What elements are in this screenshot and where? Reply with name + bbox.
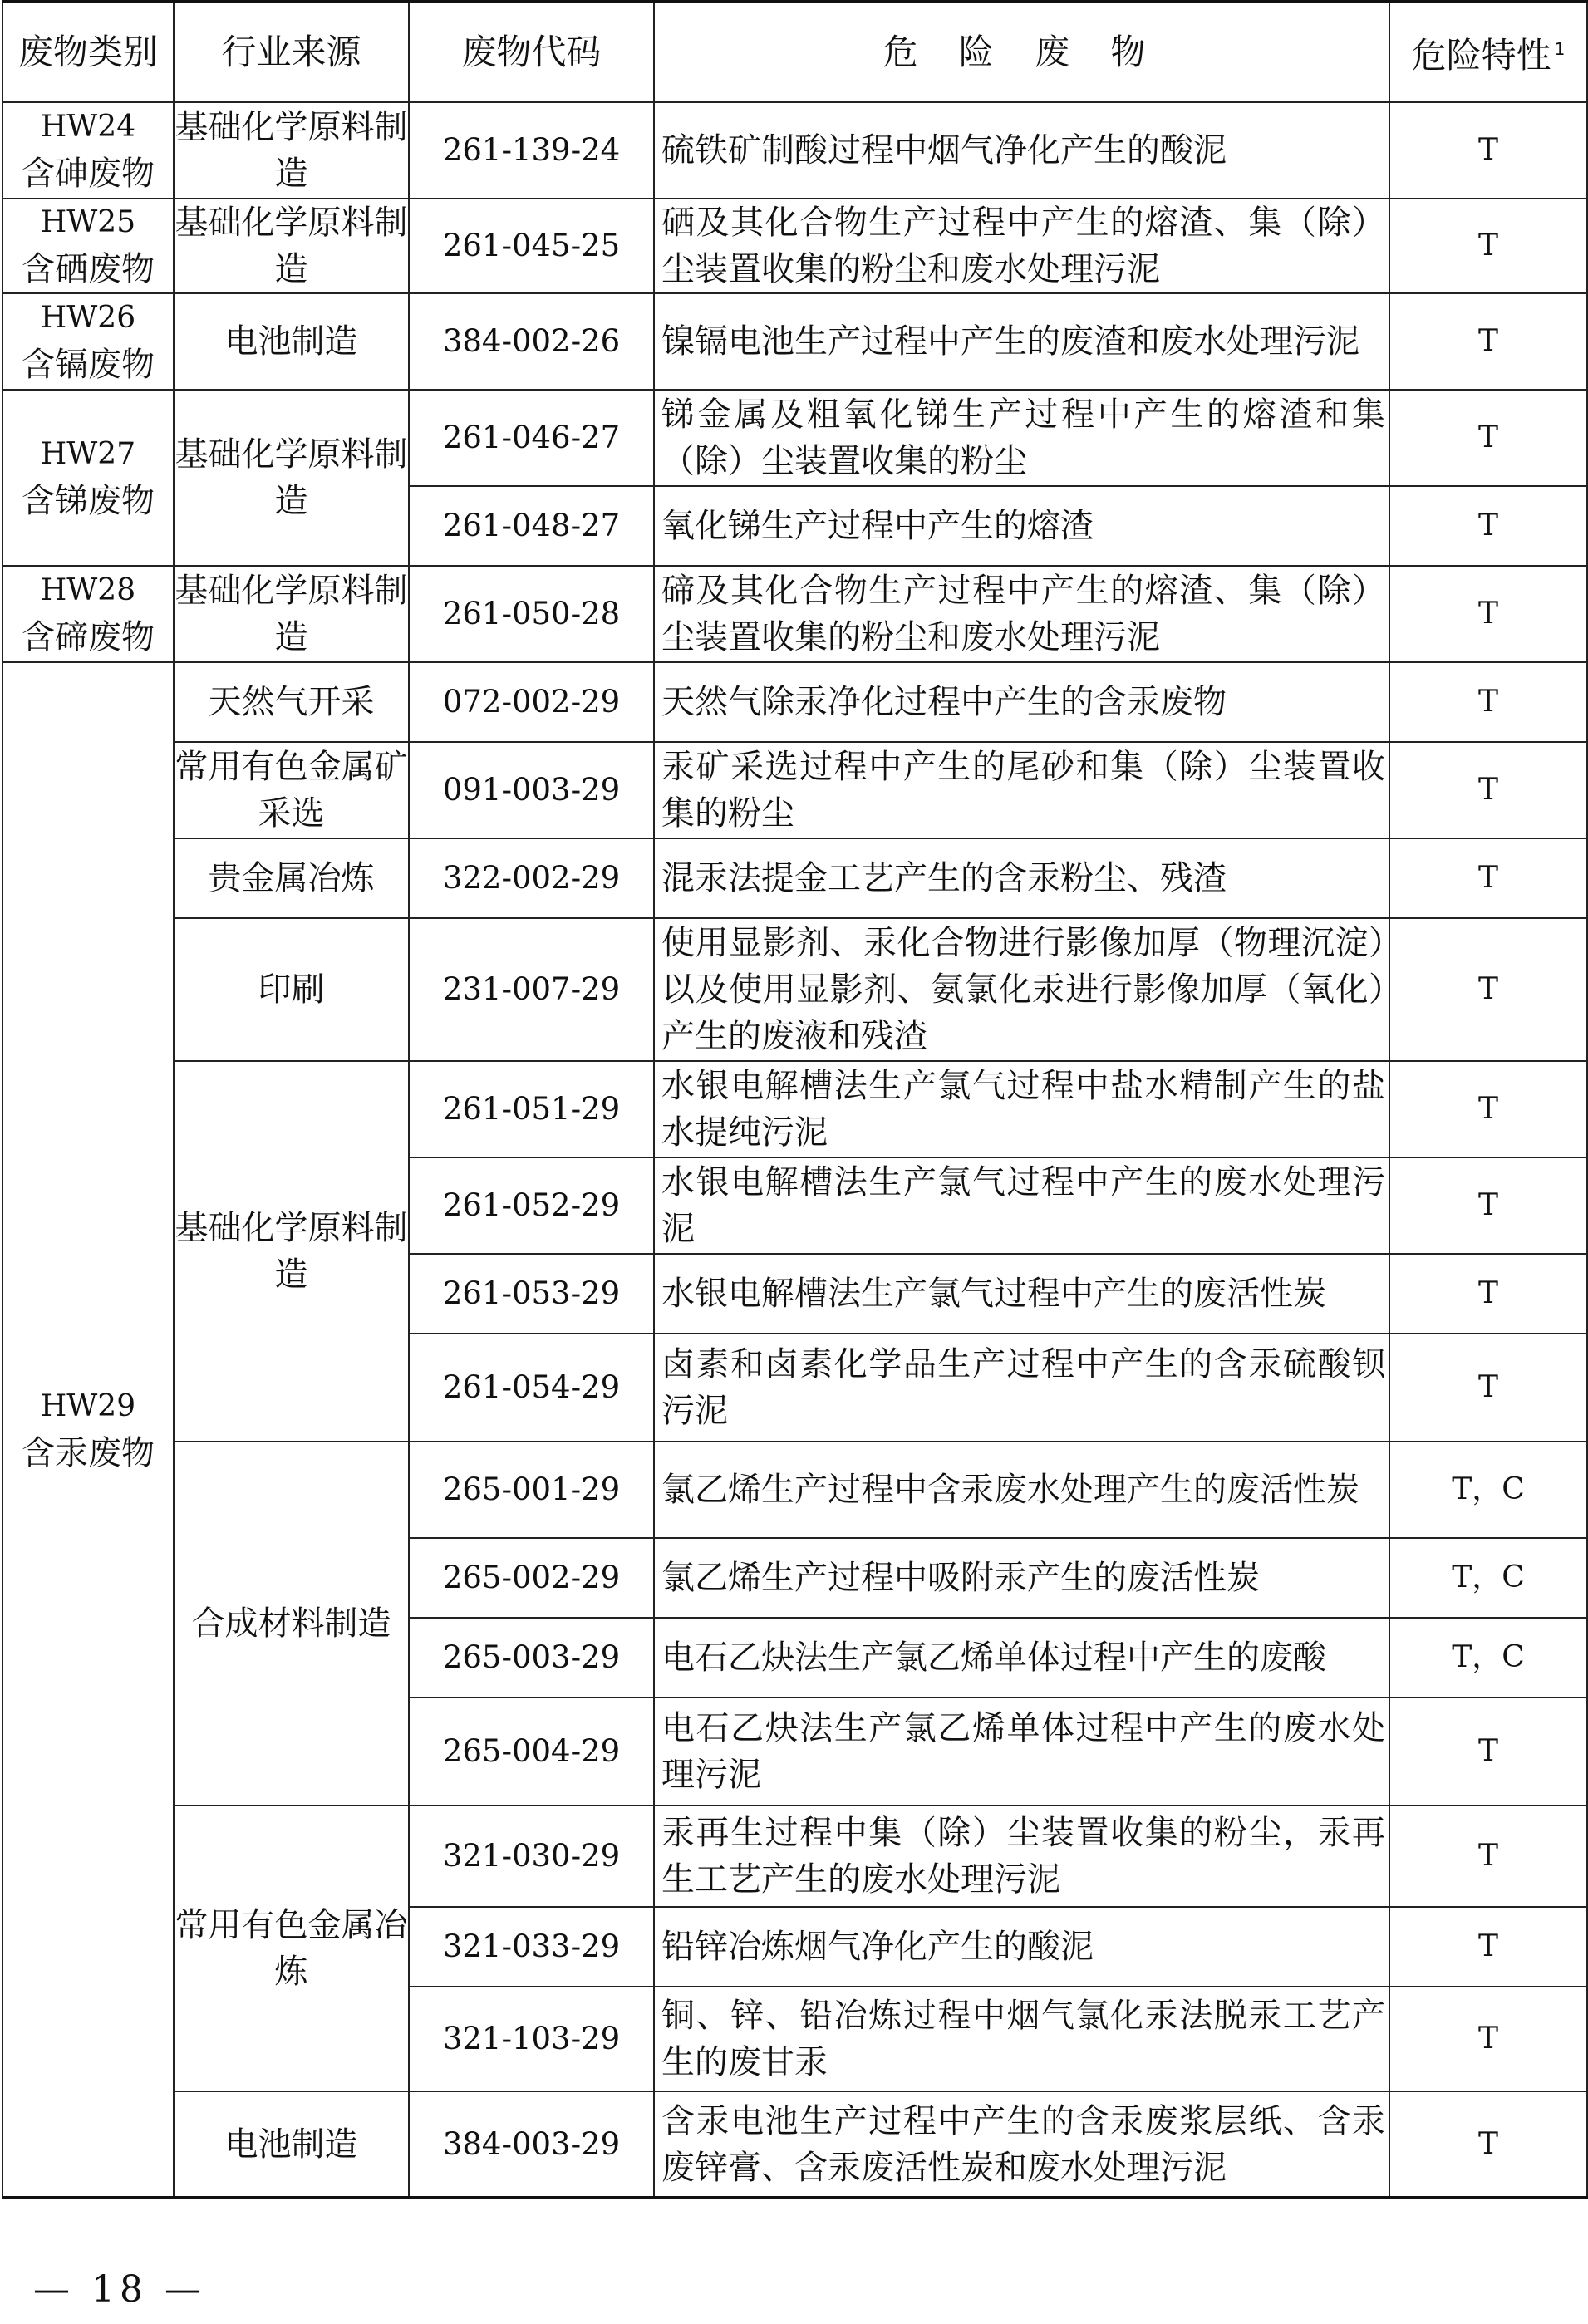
code-cell: 321-033-29 (409, 1907, 654, 1987)
characteristic-cell: T，C (1389, 1538, 1587, 1618)
characteristic-cell: T (1389, 918, 1587, 1061)
header-hazard: 危 险 废 物 (654, 2, 1389, 102)
header-category: 废物类别 (2, 2, 174, 102)
header-characteristic: 危险特性 $^1$ (1389, 2, 1587, 102)
industry-cell: 贵金属冶炼 (174, 838, 409, 918)
characteristic-cell: T (1389, 1987, 1587, 2091)
description-cell: 汞矿采选过程中产生的尾砂和集（除）尘装置收集的粉尘 (654, 742, 1389, 838)
industry-cell: 电池制造 (174, 293, 409, 390)
table-row (2, 1442, 1587, 1538)
page-number: — 18 — (33, 2268, 206, 2311)
code-cell: 265-002-29 (409, 1538, 654, 1618)
description-cell: 镍镉电池生产过程中产生的废渣和废水处理污泥 (654, 293, 1389, 390)
category-cell: HW28 含碲废物 (2, 566, 174, 662)
code-cell: 261-054-29 (409, 1334, 654, 1442)
characteristic-cell: T (1389, 1698, 1587, 1806)
characteristic-cell: T (1389, 566, 1587, 662)
document-page (2, 0, 1588, 2324)
code-cell: 261-046-27 (409, 390, 654, 486)
characteristic-cell: T (1389, 1061, 1587, 1157)
characteristic-cell: T (1389, 1254, 1587, 1334)
industry-cell: 基础化学原料制造 (174, 102, 409, 199)
table-row (2, 1806, 1587, 1907)
category-cell: HW27 含锑废物 (2, 390, 174, 566)
characteristic-cell: T (1389, 662, 1587, 742)
characteristic-cell: T (1389, 2091, 1587, 2198)
description-cell: 碲及其化合物生产过程中产生的熔渣、集（除）尘装置收集的粉尘和废水处理污泥 (654, 566, 1389, 662)
description-cell: 电石乙炔法生产氯乙烯单体过程中产生的废水处理污泥 (654, 1698, 1389, 1806)
code-cell: 321-030-29 (409, 1806, 654, 1907)
header-code: 废物代码 (409, 2, 654, 102)
industry-cell: 天然气开采 (174, 662, 409, 742)
code-cell: 261-048-27 (409, 486, 654, 566)
category-cell: HW26 含镉废物 (2, 293, 174, 390)
characteristic-cell: T (1389, 838, 1587, 918)
table-header-row (2, 2, 1587, 102)
characteristic-cell: T (1389, 1806, 1587, 1907)
description-cell: 水银电解槽法生产氯气过程中盐水精制产生的盐水提纯污泥 (654, 1061, 1389, 1157)
industry-cell: 电池制造 (174, 2091, 409, 2198)
code-cell: 322-002-29 (409, 838, 654, 918)
characteristic-cell: T (1389, 390, 1587, 486)
description-cell: 硫铁矿制酸过程中烟气净化产生的酸泥 (654, 102, 1389, 199)
characteristic-cell: T，C (1389, 1618, 1587, 1698)
characteristic-cell: T (1389, 486, 1587, 566)
characteristic-cell: T (1389, 1157, 1587, 1254)
industry-cell: 基础化学原料制造 (174, 566, 409, 662)
table-row (2, 102, 1587, 199)
code-cell: 261-050-28 (409, 566, 654, 662)
description-cell: 硒及其化合物生产过程中产生的熔渣、集（除）尘装置收集的粉尘和废水处理污泥 (654, 199, 1389, 293)
characteristic-cell: T (1389, 742, 1587, 838)
table-row (2, 2091, 1587, 2198)
code-cell: 261-052-29 (409, 1157, 654, 1254)
characteristic-cell: T (1389, 1907, 1587, 1987)
description-cell: 氯乙烯生产过程中吸附汞产生的废活性炭 (654, 1538, 1389, 1618)
code-cell: 261-139-24 (409, 102, 654, 199)
table-row (2, 742, 1587, 838)
description-cell: 汞再生过程中集（除）尘装置收集的粉尘，汞再生工艺产生的废水处理污泥 (654, 1806, 1389, 1907)
code-cell: 091-003-29 (409, 742, 654, 838)
description-cell: 卤素和卤素化学品生产过程中产生的含汞硫酸钡污泥 (654, 1334, 1389, 1442)
description-cell: 水银电解槽法生产氯气过程中产生的废水处理污泥 (654, 1157, 1389, 1254)
code-cell: 265-004-29 (409, 1698, 654, 1806)
description-cell: 氧化锑生产过程中产生的熔渣 (654, 486, 1389, 566)
table-row (2, 1061, 1587, 1157)
footnote-marker: 1 (1554, 39, 1566, 59)
table-row (2, 566, 1587, 662)
table-row (2, 199, 1587, 293)
description-cell: 氯乙烯生产过程中含汞废水处理产生的废活性炭 (654, 1442, 1389, 1538)
table-row (2, 390, 1587, 486)
code-cell: 384-002-26 (409, 293, 654, 390)
industry-cell: 基础化学原料制造 (174, 390, 409, 566)
category-cell: HW24 含砷废物 (2, 102, 174, 199)
description-cell: 含汞电池生产过程中产生的含汞废浆层纸、含汞废锌膏、含汞废活性炭和废水处理污泥 (654, 2091, 1389, 2198)
description-cell: 电石乙炔法生产氯乙烯单体过程中产生的废酸 (654, 1618, 1389, 1698)
category-cell: HW29 含汞废物 (2, 662, 174, 2198)
industry-cell: 印刷 (174, 918, 409, 1061)
description-cell: 水银电解槽法生产氯气过程中产生的废活性炭 (654, 1254, 1389, 1334)
category-cell: HW25 含硒废物 (2, 199, 174, 293)
header-industry: 行业来源 (174, 2, 409, 102)
industry-cell: 合成材料制造 (174, 1442, 409, 1806)
description-cell: 铜、锌、铅冶炼过程中烟气氯化汞法脱汞工艺产生的废甘汞 (654, 1987, 1389, 2091)
code-cell: 261-053-29 (409, 1254, 654, 1334)
description-cell: 混汞法提金工艺产生的含汞粉尘、残渣 (654, 838, 1389, 918)
industry-cell: 基础化学原料制造 (174, 199, 409, 293)
description-cell: 天然气除汞净化过程中产生的含汞废物 (654, 662, 1389, 742)
industry-cell: 基础化学原料制造 (174, 1061, 409, 1442)
table-row (2, 918, 1587, 1061)
description-cell: 锑金属及粗氧化锑生产过程中产生的熔渣和集（除）尘装置收集的粉尘 (654, 390, 1389, 486)
characteristic-cell: T (1389, 102, 1587, 199)
code-cell: 072-002-29 (409, 662, 654, 742)
code-cell: 231-007-29 (409, 918, 654, 1061)
code-cell: 384-003-29 (409, 2091, 654, 2198)
code-cell: 261-051-29 (409, 1061, 654, 1157)
characteristic-cell: T (1389, 293, 1587, 390)
hazardous-waste-table (2, 0, 1588, 2199)
characteristic-cell: T (1389, 199, 1587, 293)
code-cell: 265-003-29 (409, 1618, 654, 1698)
industry-cell: 常用有色金属矿采选 (174, 742, 409, 838)
table-row (2, 838, 1587, 918)
table-row (2, 662, 1587, 742)
industry-cell: 常用有色金属冶炼 (174, 1806, 409, 2091)
table-row (2, 293, 1587, 390)
characteristic-cell: T，C (1389, 1442, 1587, 1538)
code-cell: 321-103-29 (409, 1987, 654, 2091)
characteristic-cell: T (1389, 1334, 1587, 1442)
code-cell: 265-001-29 (409, 1442, 654, 1538)
description-cell: 铅锌冶炼烟气净化产生的酸泥 (654, 1907, 1389, 1987)
code-cell: 261-045-25 (409, 199, 654, 293)
description-cell: 使用显影剂、汞化合物进行影像加厚（物理沉淀）以及使用显影剂、氨氯化汞进行影像加厚（氧化）产生的废液和残渣 (654, 918, 1389, 1061)
